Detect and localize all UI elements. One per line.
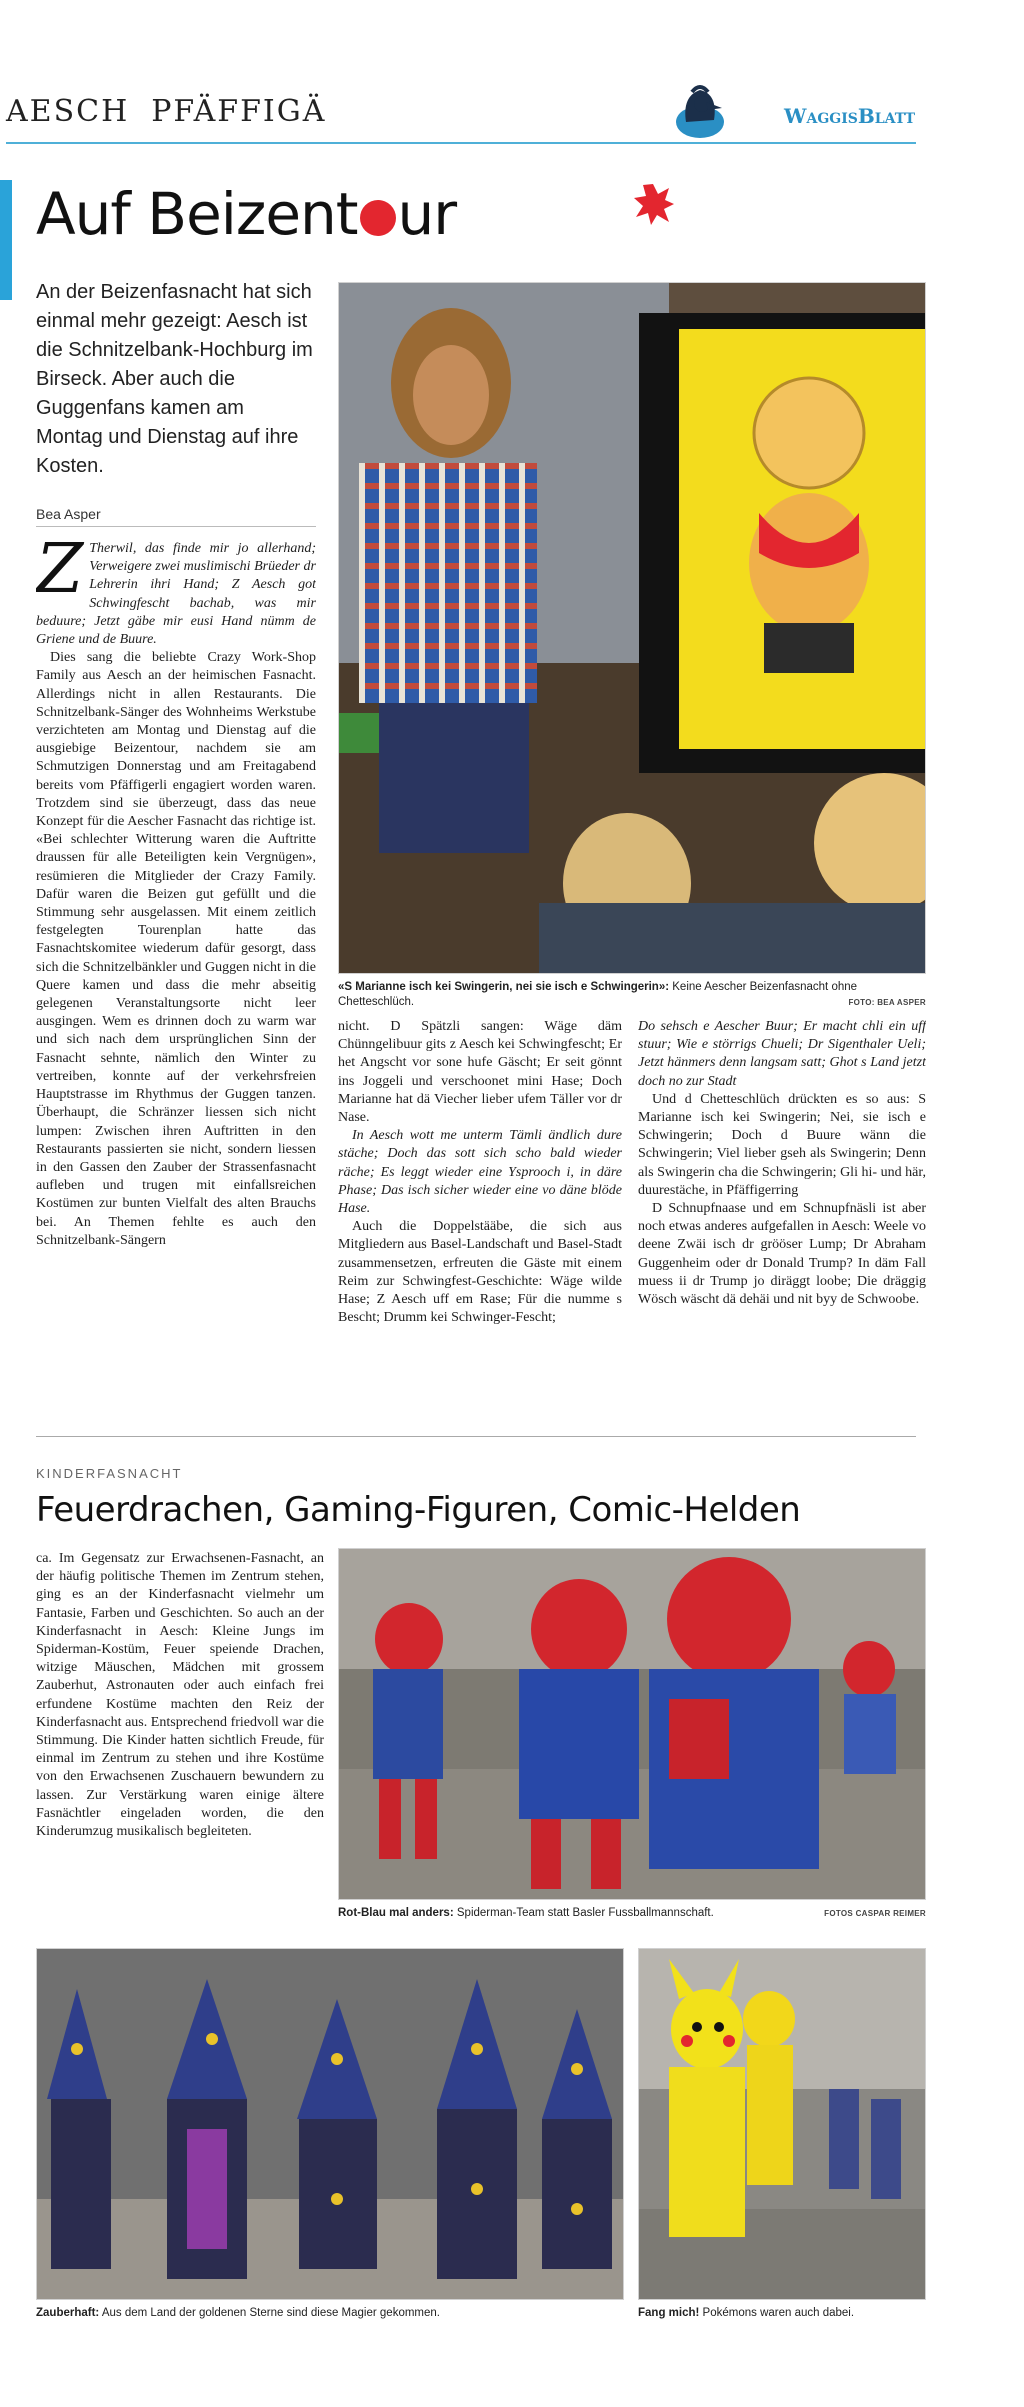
brand-logo: WaggisBlatt xyxy=(784,104,916,128)
spiderman-caption-text: Spiderman-Team statt Basler Fussballmannschaft. xyxy=(456,1907,714,1919)
section-kicker: KINDERFASNACHT xyxy=(36,1466,183,1481)
title-part-2: ur xyxy=(397,180,457,248)
title-part-1: Auf Beizent xyxy=(36,180,358,248)
accent-bar xyxy=(0,180,12,300)
column-2-para-2: In Aesch wott me unterm Tämli ändlich dure stäche; Doch das sott sich scho bald wieder räche; Es leggt wieder eine Ysprooch i, in däre Phase; Das isch sicher wieder eine vo däne blöde Hase. xyxy=(338,1128,622,1217)
caption-bold: «S Marianne isch kei Swingerin, nei sie isch e Schwingerin»: xyxy=(338,981,670,993)
photo-spiderman xyxy=(338,1548,926,1900)
photo-caption xyxy=(338,980,926,1010)
column-3-para-3: D Schnupfnaase und em Schnupfnäsli ist aber noch etwas anderes aufgefallen in Aesch: Weele vo deene Zwäi isch dr grööser Lump; Dr Abraham Guggenheim oder dr Donald Trump? In däm Fall muess ii dr Trump jo diräggt loobe; Die dräggig Wösch wäscht dä dehäi und nit byy de Schwoobe. xyxy=(638,1201,926,1308)
article-column-3 xyxy=(638,1018,926,1418)
column-2-para-1: nicht. D Spätzli sangen: Wäge däm Chünngelibuur gits z Aesch kei Schwingfescht; Er het Angscht vor sone hufe Gäscht; Er seit gönnt ins Joggeli und verschoonet mini Hase; Doch Marianne hat dä Viecher lieber ufem Täller vor dr Nase. xyxy=(338,1019,622,1126)
column-3-para-1: Do sehsch e Aescher Buur; Er macht chli ein uff stuur; Wie e störrigs Chueli; Dr Sigenthaler Ueli; Jetzt hänmers denn langsam satt; Ghot s Land jetzt doch no zur Stadt xyxy=(638,1019,926,1089)
article-lead: An der Beizenfasnacht hat sich einmal mehr gezeigt: Aesch ist die Schnitzelbank-Hochburg im Birseck. Aber auch die Guggenfans kamen am Montag und Dienstag auf ihre Kosten. xyxy=(36,281,313,477)
section-label-left: AESCH xyxy=(6,94,130,129)
wizards-caption xyxy=(36,2306,624,2321)
kinder-article-text: ca. Im Gegensatz zur Erwachsenen-Fasnacht, an der häufig politische Themen im Zentrum stehen, ging es an der Kinderfasnacht vielmehr um Fantasie, Farben und Geschichten. So auch an der Kinderfasnacht in Aesch: Kleine Jungs im Spiderman-Kostüm, Feuer speiende Drachen, witzige Mäuschen, Mädchen mit grossem Zauberhut, Astronauten oder auch einfach frei erfundene Kostüme machten den Reiz der Kinderfasnacht aus. Entsprechend friedvoll war die Stimmung. Die Kinder hatten sichtlich Freude, für einmal im Zentrum zu stehen und ihre Kostüme von den Erwachsenen Zuschauern bewundern zu lassen. Zur Verstärkung waren einige ältere Fasnächtler eingeladen worden, die den Kinderumzug musikalisch begleiteten. xyxy=(36,1551,324,1840)
photo-credit: FOTO: BEA ASPER xyxy=(848,998,926,1007)
spiderman-credit: FOTOS CASPAR REIMER xyxy=(824,1909,926,1918)
column-1-body: Dies sang die beliebte Crazy Work-Shop Family aus Aesch an der heimischen Fasnacht. Allerdings nicht in allen Restaurants. Die Schnitzelbank-Sänger des Wohnheims Werkstube verzichteten am Montag und Dienstag auf die ausgiebige Beizentour, nachdem sie am Schmutzigen Donnerstag und am Freitagabend bereits vom Pfäffigerli engagiert worden waren. Trotzdem sind sie überzeugt, dass das neue Konzept für die Aescher Fasnacht das richtige ist. «Bei schlechter Witterung waren die Auftritte draussen für alle Beteiligten kein Vergnügen», resümieren die Mitglieder der Crazy Family. Dafür waren die Beizen gut gefüllt und die Stimmung sehr ausgelassen. Mit einem zeitlich festgelegten Tourenplan hatte das Fasnachtskomitee wiederum dafür gesorgt, dass sich die Schnitzelbänkler und Guggen nicht in die Quere kamen und dass die mehr abseitig gelegenen Veranstaltungsorte nicht leer ausgingen. Wem es drinnen doch zu warm war und sich nach dem ursprünglichen Sinn der Fasnacht sehnte, nämlich den Winter zu vertreiben, konnte auf der verkehrsfreien Hauptstrasse im Rhythmus der Guggen tanzen. Überhaupt, die Schränzer liessen sich nicht lumpen: Zwischen ihren Auftritten in den Restaurants passierten sie nicht, sondern liessen in den Gassen den Zauber der Strassenfasnacht aufleben und trugen mit einfallsreichen Kostümen zur bunten Vielfalt des alten Brauchs bei. An Themen fehlte es auch den Schnitzelbank-Sängern xyxy=(36,650,316,1248)
section-label-right: PFÄFFIGÄ xyxy=(151,94,327,129)
intro-verse: Z Therwil, das finde mir jo allerhand; Verweigere zwei muslimischi Brüeder dr Lehrerin ihri Hand; Z Aesch got Schwingfescht bachab, was mir beduure; Jetzt gäbe mir eusi Hand nümm de Griene und de Buure. xyxy=(36,540,316,648)
pokemon-caption-bold: Fang mich! xyxy=(638,2307,700,2319)
section-title: Feuerdrachen, Gaming-Figuren, Comic-Helden xyxy=(36,1490,801,1530)
column-2-para-3: Auch die Doppelstääbe, die sich aus Mitgliedern aus Basel-Landschaft und Basel-Stadt zusammensetzen, erfreuten die Gäste mit einem Reim zur Schwingfest-Geschichte: Wäge wilde Hase; Z Aesch uff em Rase; Für die numme s Bescht; Drumm kei Schwinger-Fescht; xyxy=(338,1219,622,1326)
title-dot-icon xyxy=(360,200,396,236)
caption-text: Keine Aescher Beizenfasnacht ohne Chetteschlüch. xyxy=(338,981,858,1008)
author-byline: Bea Asper xyxy=(36,506,101,522)
section-divider xyxy=(36,1436,916,1437)
photo-wizards xyxy=(36,1948,624,2300)
drop-cap: Z xyxy=(36,540,84,609)
photo-schnitzelbank xyxy=(338,282,926,974)
section-header xyxy=(6,94,326,129)
wizards-caption-bold: Zauberhaft: xyxy=(36,2307,100,2319)
article-column-2 xyxy=(338,1018,622,1418)
photo-pokemon xyxy=(638,1948,926,2300)
byline-divider xyxy=(36,526,316,527)
header-divider xyxy=(6,142,916,144)
spiderman-caption-bold: Rot-Blau mal anders: xyxy=(338,1907,454,1919)
pokemon-caption xyxy=(638,2306,926,2321)
column-3-para-2: Und d Chetteschlüch drückten es so aus: S Marianne isch kei Swingerin; Nei, sie isch e Schwingerin; Doch d Buure wänn die Schwingerin; Viel lieber gseh als Swingerin; Denn als Swingerin cha die Schwingerin; Gli hi- und här, duurestäche, in Pfäffigerring xyxy=(638,1091,926,1198)
spiderman-caption xyxy=(338,1906,926,1921)
article-title xyxy=(36,180,456,248)
wizards-caption-text: Aus dem Land der goldenen Sterne sind diese Magier gekommen. xyxy=(101,2307,440,2319)
waggis-mascot-icon xyxy=(672,82,728,140)
pokemon-caption-text: Pokémons waren auch dabei. xyxy=(702,2307,855,2319)
splat-icon xyxy=(633,182,675,226)
article-column-1 xyxy=(36,540,316,1434)
